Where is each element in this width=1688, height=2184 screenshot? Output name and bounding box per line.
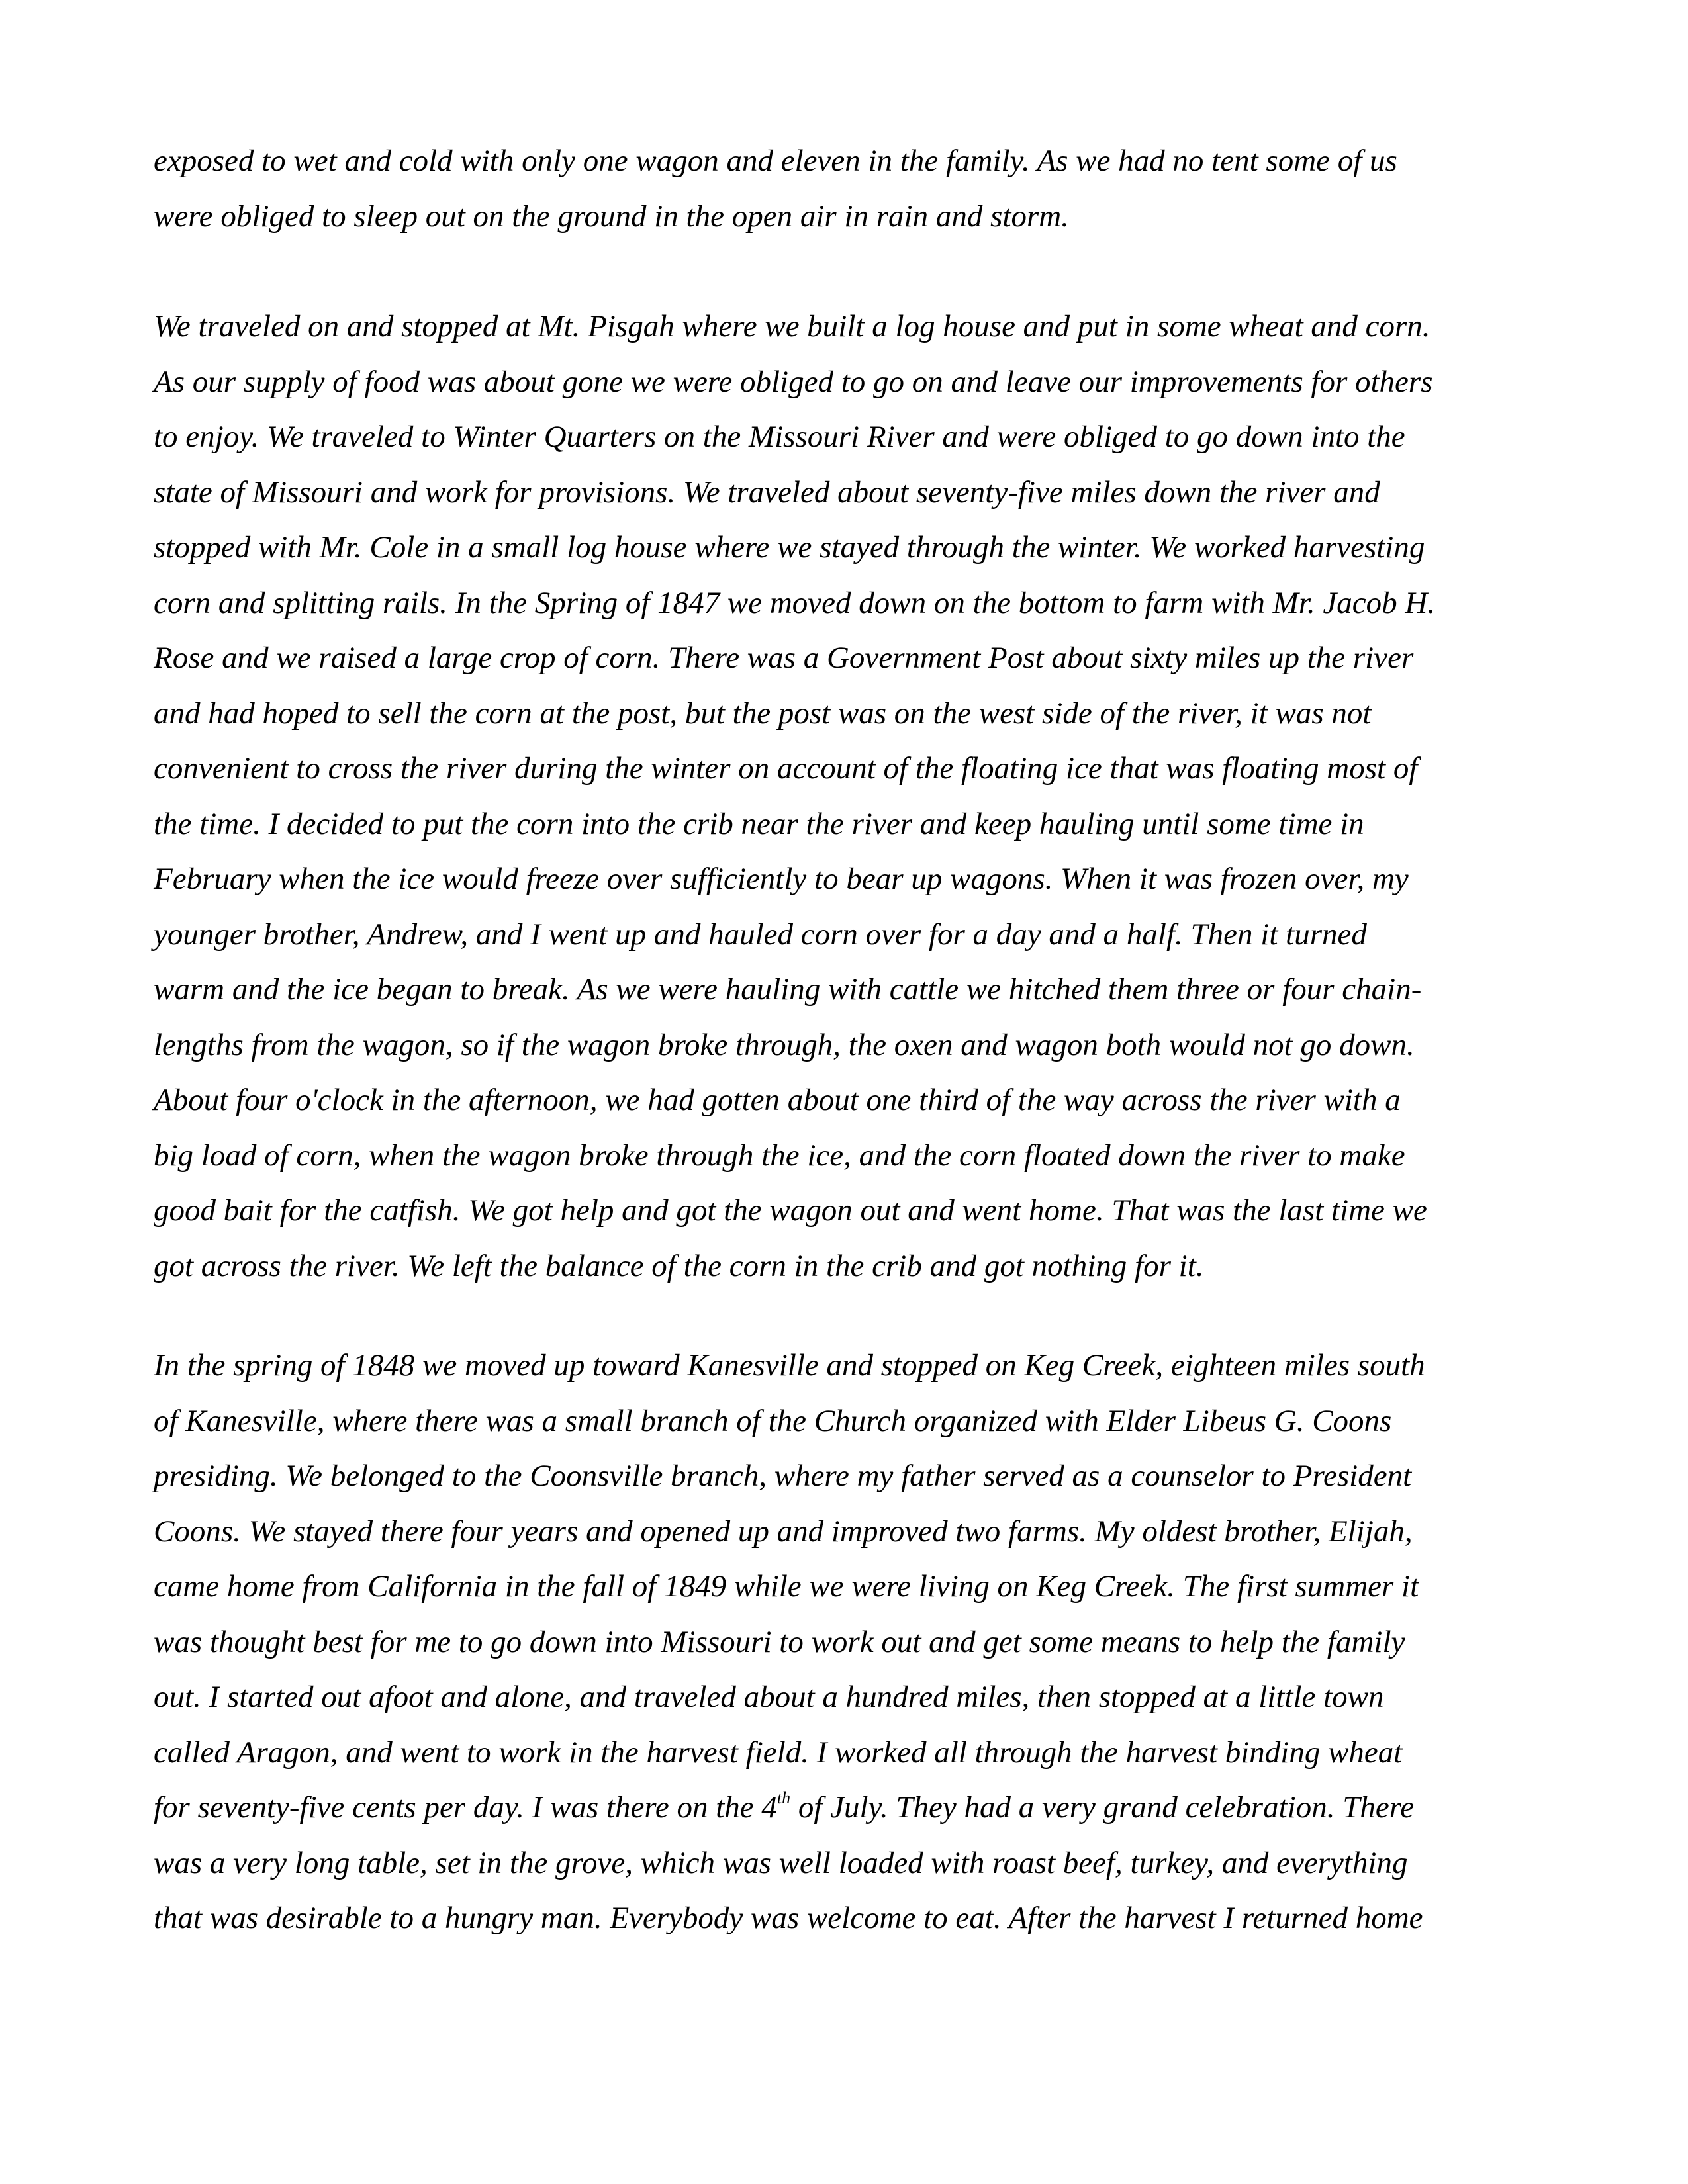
text-line: the time. I decided to put the corn into the crib near the river and keep hauling until some time in [154, 806, 1364, 841]
text-line: called Aragon, and went to work in the harvest field. I worked all through the harvest binding wheat [154, 1735, 1403, 1770]
text-segment: of July. They had a very grand celebration. There [790, 1790, 1415, 1825]
text-line: convenient to cross the river during the winter on account of the floating ice that was floating most of [154, 751, 1418, 786]
ordinal-superscript: th [776, 1788, 791, 1808]
text-line: got across the river. We left the balance of the corn in the crib and got nothing for it. [154, 1248, 1204, 1283]
text-line: were obliged to sleep out on the ground in the open air in rain and storm. [154, 199, 1069, 234]
text-line: that was desirable to a hungry man. Everybody was welcome to eat. After the harvest I returned home [154, 1901, 1423, 1935]
text-line: As our supply of food was about gone we were obliged to go on and leave our improvements for others [154, 364, 1433, 399]
text-line: came home from California in the fall of 1849 while we were living on Keg Creek. The first summer it [154, 1569, 1419, 1604]
text-line: big load of corn, when the wagon broke through the ice, and the corn floated down the river to make [154, 1138, 1405, 1173]
text-segment: for seventy-five cents per day. I was there on the 4 [154, 1790, 777, 1825]
text-line: About four o'clock in the afternoon, we had gotten about one third of the way across the river with a [154, 1083, 1401, 1117]
text-line: We traveled on and stopped at Mt. Pisgah where we built a log house and put in some wheat and corn. [154, 309, 1430, 343]
text-line: stopped with Mr. Cole in a small log house where we stayed through the winter. We worked harvesting [154, 530, 1425, 565]
text-line: out. I started out afoot and alone, and traveled about a hundred miles, then stopped at a little town [154, 1680, 1384, 1714]
text-line: and had hoped to sell the corn at the post, but the post was on the west side of the river, it was not [154, 696, 1372, 731]
text-line-july [154, 1788, 1414, 1827]
text-line: presiding. We belonged to the Coonsville branch, where my father served as a counselor to President [154, 1459, 1412, 1493]
text-line: In the spring of 1848 we moved up toward Kanesville and stopped on Keg Creek, eighteen miles south [154, 1348, 1425, 1383]
text-line: was thought best for me to go down into Missouri to work out and get some means to help the family [154, 1624, 1405, 1659]
text-line: good bait for the catfish. We got help and got the wagon out and went home. That was the last time we [154, 1193, 1427, 1228]
text-line: of Kanesville, where there was a small branch of the Church organized with Elder Libeus G. Coons [154, 1403, 1392, 1438]
text-line: to enjoy. We traveled to Winter Quarters on the Missouri River and were obliged to go down into the [154, 420, 1405, 454]
text-line: February when the ice would freeze over sufficiently to bear up wagons. When it was frozen over, my [154, 862, 1409, 896]
text-line: Coons. We stayed there four years and opened up and improved two farms. My oldest brother, Elijah, [154, 1514, 1413, 1549]
text-line: lengths from the wagon, so if the wagon broke through, the oxen and wagon both would not go down. [154, 1027, 1415, 1062]
text-line: younger brother, Andrew, and I went up and hauled corn over for a day and a half. Then it turned [154, 917, 1367, 952]
text-line: warm and the ice began to break. As we were hauling with cattle we hitched them three or four chain- [154, 972, 1422, 1007]
text-line: was a very long table, set in the grove, which was well loaded with roast beef, turkey, and everything [154, 1845, 1408, 1880]
text-line: state of Missouri and work for provisions. We traveled about seventy-five miles down the river and [154, 475, 1380, 510]
text-line: exposed to wet and cold with only one wagon and eleven in the family. As we had no tent some of us [154, 144, 1397, 178]
text-line: corn and splitting rails. In the Spring of 1847 we moved down on the bottom to farm with Mr. Jacob H. [154, 585, 1436, 620]
text-line: Rose and we raised a large crop of corn. There was a Government Post about sixty miles up the river [154, 641, 1414, 675]
